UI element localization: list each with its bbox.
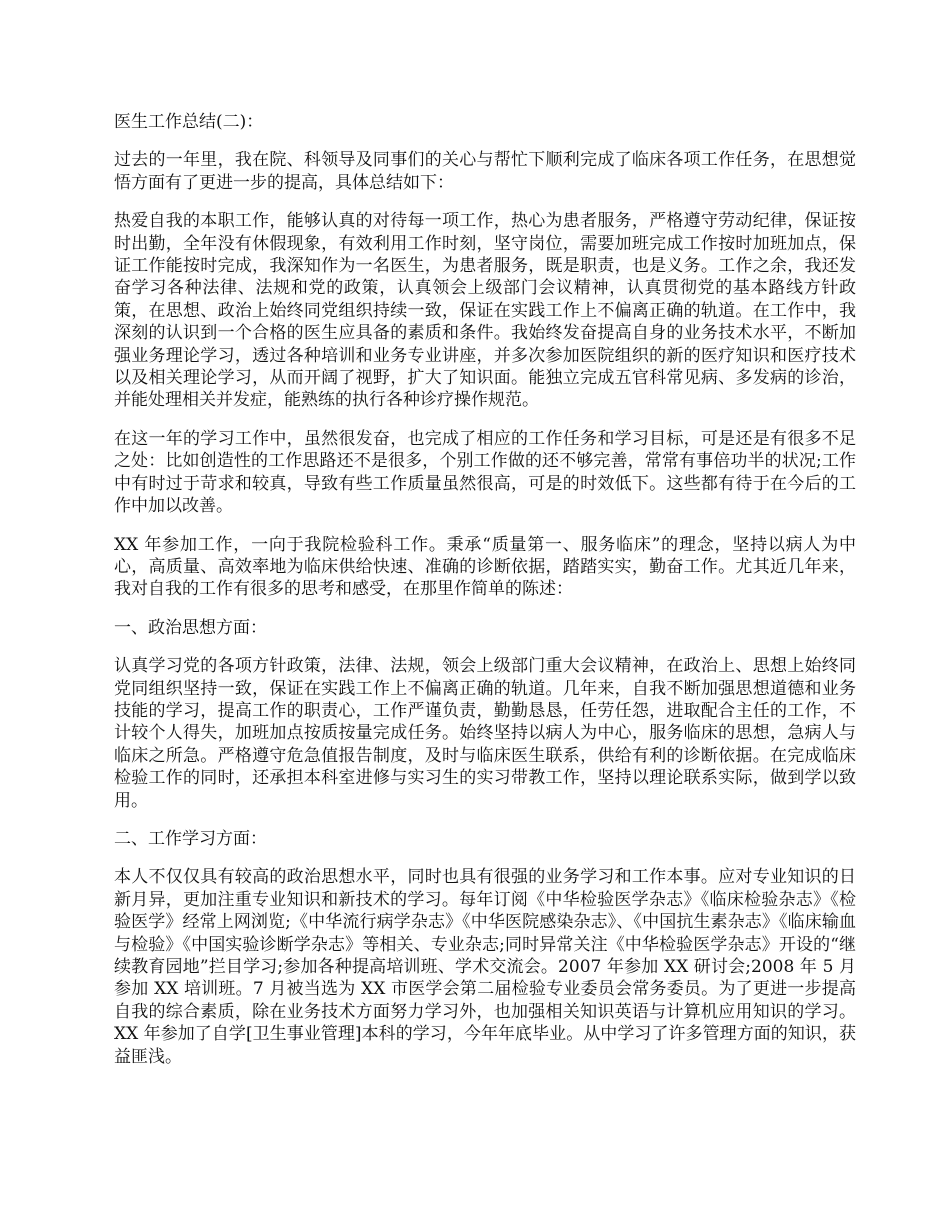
shortcomings-paragraph: 在这一年的学习工作中，虽然很发奋，也完成了相应的工作任务和学习目标，可是还是有很多不足之处：比如创造性的工作思路还不是很多，个别工作做的还不够完善，常常有事倍功半的状况;工作中有时过于苛求和较真，导致有些工作质量虽然很高，可是的时效低下。这些都有待于在今后的工作中加以改善。 (114, 428, 856, 517)
lab-work-paragraph: XX 年参加工作，一向于我院检验科工作。秉承“质量第一、服务临床”的理念，坚持以病人为中心，高质量、高效率地为临床供给快速、准确的诊断依据，踏踏实实，勤奋工作。尤其近几年来，我对自我的工作有很多的思考和感受，在那里作简单的陈述： (114, 534, 856, 600)
study-heading: 二、工作学习方面： (114, 828, 267, 849)
document-title: 医生工作总结(二)： (114, 112, 264, 132)
document-page (114, 111, 856, 1084)
study-paragraph: 本人不仅仅具有较高的政治思想水平，同时也具有很强的业务学习和工作本事。应对专业知识的日新月异，更加注重专业知识和新技术的学习。每年订阅《中华检验医学杂志》《临床检验杂志》《检验医学》经常上网浏览;《中华流行病学杂志》《中华医院感染杂志》、《中国抗生素杂志》《临床输血与检验》《中国实验诊断学杂志》等相关、专业杂志;同时异常关注《中华检验医学杂志》开设的“继续教育园地”拦目学习;参加各种提高培训班、学术交流会。2007 年参加 XX 研讨会;2008 年 5 月参加 XX 培训班。7 月被当选为 XX 市医学会第二届检验专业委员会常务委员。为了更进一步提高自我的综合素质，除在业务技术方面努力学习外，也加强相关知识英语与计算机应用知识的学习。XX 年参加了自学[卫生事业管理]本科的学习，今年年底毕业。从中学习了许多管理方面的知识，获益匪浅。 (114, 867, 856, 1067)
intro-paragraph: 过去的一年里，我在院、科领导及同事们的关心与帮忙下顺利完成了临床各项工作任务，在思想觉悟方面有了更进一步的提高，具体总结如下： (114, 150, 856, 193)
political-heading: 一、政治思想方面： (114, 617, 267, 638)
work-attitude-paragraph: 热爱自我的本职工作，能够认真的对待每一项工作，热心为患者服务，严格遵守劳动纪律，保证按时出勤，全年没有休假现象，有效利用工作时刻，坚守岗位，需要加班完成工作按时加班加点，保证工作能按时完成，我深知作为一名医生，为患者服务，既是职责，也是义务。工作之余，我还发奋学习各种法律、法规和党的政策，认真领会上级部门会议精神，认真贯彻党的基本路线方针政策，在思想、政治上始终同党组织持续一致，保证在实践工作上不偏离正确的轨道。在工作中，我深刻的认识到一个合格的医生应具备的素质和条件。我始终发奋提高自身的业务技术水平，不断加强业务理论学习，透过各种培训和业务专业讲座，并多次参加医院组织的新的医疗知识和医疗技术以及相关理论学习，从而开阔了视野，扩大了知识面。能独立完成五官科常见病、多发病的诊治，并能处理相关并发症，能熟练的执行各种诊疗操作规范。 (114, 211, 856, 411)
political-paragraph: 认真学习党的各项方针政策，法律、法规，领会上级部门重大会议精神，在政治上、思想上始终同党同组织坚持一致，保证在实践工作上不偏离正确的轨道。几年来，自我不断加强思想道德和业务技能的学习，提高工作的职责心，工作严谨负责，勤勤恳恳，任劳任怨，进取配合主任的工作，不计较个人得失，加班加点按质按量完成任务。始终坚持以病人为中心，服务临床的思想，急病人与临床之所急。严格遵守危急值报告制度，及时与临床医生联系，供给有利的诊断依据。在完成临床检验工作的同时，还承担本科室进修与实习生的实习带教工作，坚持以理论联系实际，做到学以致用。 (114, 656, 856, 811)
